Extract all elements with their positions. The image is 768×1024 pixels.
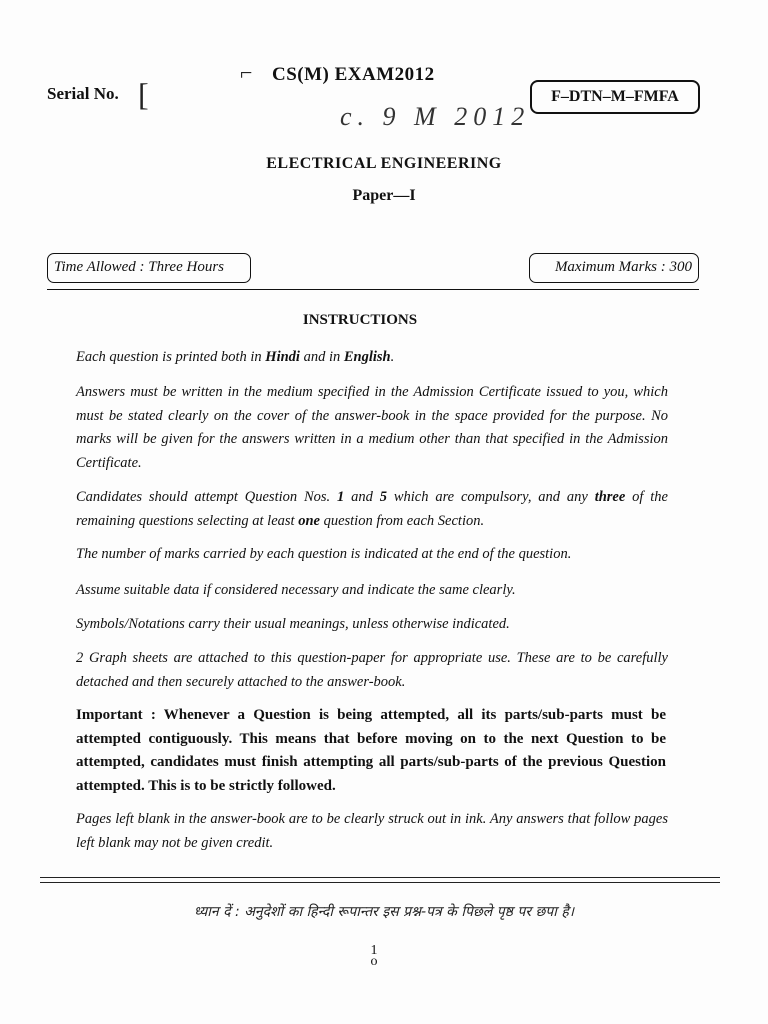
instruction-language: Each question is printed both in Hindi and in English. <box>76 349 395 365</box>
footer-divider-top <box>40 877 720 878</box>
instruction-graph-sheets: 2 Graph sheets are attached to this question-paper for appropriate use. These are to be carefully detached and then securely attached to the answer-book. <box>76 650 668 690</box>
serial-bracket: [ <box>138 76 149 112</box>
paper-title: Paper—I <box>352 187 416 204</box>
exam-title: CS(M) EXAM2012 <box>272 64 435 85</box>
footer-divider-bottom <box>40 882 720 883</box>
instruction-medium: Answers must be written in the medium specified in the Admission Certificate issued to you, which must be stated clearly on the cover of the answer-book in the space provided for the purpose. No marks will be given for the answers written in a medium other than that specified in the Admission Certificate. <box>76 384 668 471</box>
hindi-note: ध्यान दें : अनुदेशों का हिन्दी रूपान्तर इस प्रश्न-पत्र के पिछले पृष्ठ पर छपा है। <box>193 904 575 920</box>
time-allowed-box: Time Allowed : Three Hours <box>47 253 251 283</box>
instruction-marks: The number of marks carried by each question is indicated at the end of the question. <box>76 546 572 562</box>
handwritten-tick-mark: ⌐ <box>240 60 253 85</box>
page-number: 1 o <box>370 943 378 969</box>
maximum-marks-box: Maximum Marks : 300 <box>529 253 699 283</box>
important-note: Important : Whenever a Question is being attempted, all its parts/sub-parts must be attempted contiguously. This means that before moving on to the next Question to be attempted, candidates must finish attempting all parts/sub-parts of the previous Question attempted. This is to be strictly followed. <box>76 707 666 794</box>
paper-code-box: F–DTN–M–FMFA <box>530 80 700 114</box>
subject-title: ELECTRICAL ENGINEERING <box>266 155 502 172</box>
instructions-heading: INSTRUCTIONS <box>302 312 418 328</box>
handwritten-note: c. 9 M 2012 <box>340 102 531 131</box>
instruction-symbols: Symbols/Notations carry their usual meanings, unless otherwise indicated. <box>76 616 510 632</box>
instruction-questions: Candidates should attempt Question Nos. 1 and 5 which are compulsory, and any three of the remaining questions selecting at least one question from each Section. <box>76 489 668 529</box>
header-divider <box>47 289 699 290</box>
serial-number-label: Serial No. <box>47 84 119 103</box>
instruction-blank-pages: Pages left blank in the answer-book are to be clearly struck out in ink. Any answers that follow pages left blank may not be given credit. <box>76 811 668 851</box>
instruction-data: Assume suitable data if considered necessary and indicate the same clearly. <box>76 582 516 598</box>
